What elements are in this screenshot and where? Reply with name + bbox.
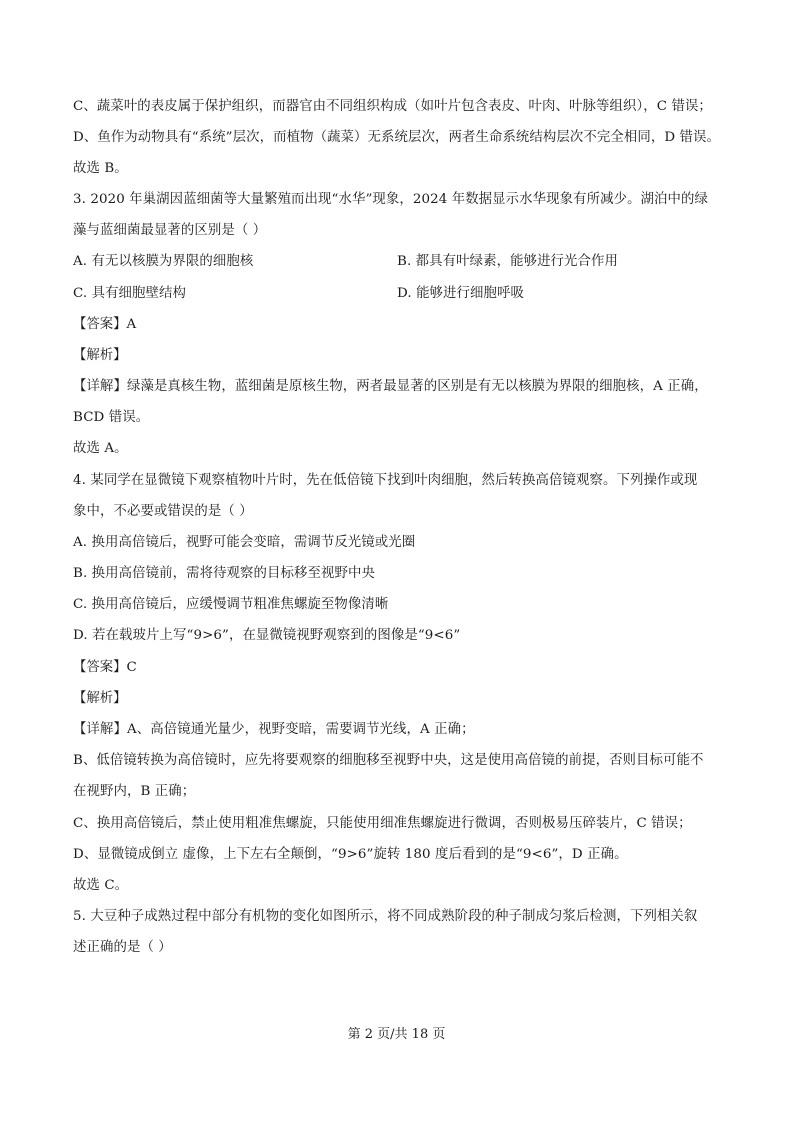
- question-4-option-c: C. 换用高倍镜后，应缓慢调节粗准焦螺旋至物像清晰: [73, 597, 389, 612]
- question-4-stem-line-1: 4. 某同学在显微镜下观察植物叶片时，先在低倍镜下找到叶肉细胞，然后转换高倍镜观察。下列操作或现: [73, 473, 698, 488]
- question-5-stem-line-2: 述正确的是（ ）: [73, 940, 172, 955]
- question-4-explanation-b-line-2: 在视野内，B 正确；: [73, 784, 196, 799]
- question-4-option-d: D. 若在载玻片上写“9>6”，在显微镜视野观察到的图像是“9<6”: [73, 628, 461, 643]
- text-line-q2-d: D、鱼作为动物具有“系统”层次，而植物（蔬菜）无系统层次，两者生命系统结构层次不完全相同，D 错误。: [73, 130, 720, 145]
- question-4-explanation-a: 【详解】A、高倍镜通光量少，视野变暗，需要调节光线，A 正确；: [73, 722, 475, 737]
- question-3-option-d: D. 能够进行细胞呼吸: [397, 286, 524, 301]
- text-line-q2-answer: 故选 B。: [73, 161, 128, 176]
- question-3-explanation-line-2: BCD 错误。: [73, 410, 150, 425]
- text-line-q2-c: C、蔬菜叶的表皮属于保护组织，而器官由不同组织构成（如叶片包含表皮、叶肉、叶脉等组织），C 错误；: [73, 99, 712, 114]
- question-4-option-b: B. 换用高倍镜前，需将待观察的目标移至视野中央: [73, 566, 375, 581]
- question-3-option-a: A. 有无以核膜为界限的细胞核: [73, 254, 254, 269]
- question-3-stem-line-2: 藻与蓝细菌最显著的区别是（ ）: [73, 223, 267, 238]
- question-3-option-b: B. 都具有叶绿素，能够进行光合作用: [397, 254, 619, 269]
- question-3-conclusion: 故选 A。: [73, 441, 128, 456]
- question-4-explanation-d: D、显微镜成倒立 虚像，上下左右全颠倒，“9>6”旋转 180 度后看到的是“9<6”，D 正确。: [73, 847, 628, 862]
- question-4-option-a: A. 换用高倍镜后，视野可能会变暗，需调节反光镜或光圈: [73, 535, 416, 550]
- question-3-analysis-heading: 【解析】: [73, 348, 127, 363]
- question-3-option-c: C. 具有细胞壁结构: [73, 286, 187, 301]
- page-number-footer: 第 2 页/共 18 页: [347, 1027, 446, 1042]
- question-4-explanation-b-line-1: B、低倍镜转换为高倍镜时，应先将要观察的细胞移至视野中央，这是使用高倍镜的前提，否则目标可能不: [73, 753, 704, 768]
- question-4-conclusion: 故选 C。: [73, 878, 129, 893]
- question-3-answer: 【答案】A: [73, 317, 137, 332]
- question-4-explanation-c: C、换用高倍镜后，禁止使用粗准焦螺旋，只能使用细准焦螺旋进行微调，否则极易压碎装片，C 错误；: [73, 816, 692, 831]
- question-3-explanation-line-1: 【详解】绿藻是真核生物，蓝细菌是原核生物，两者最显著的区别是有无以核膜为界限的细胞核，A 正确，: [73, 379, 708, 394]
- question-4-analysis-heading: 【解析】: [73, 691, 127, 706]
- question-5-stem-line-1: 5. 大豆种子成熟过程中部分有机物的变化如图所示，将不同成熟阶段的种子制成匀浆后检测，下列相关叙: [73, 909, 698, 924]
- question-4-answer: 【答案】C: [73, 660, 137, 675]
- question-3-stem-line-1: 3. 2020 年巢湖因蓝细菌等大量繁殖而出现“水华”现象，2024 年数据显示水华现象有所减少。湖泊中的绿: [73, 192, 709, 207]
- question-4-stem-line-2: 象中，不必要或错误的是（ ）: [73, 504, 253, 519]
